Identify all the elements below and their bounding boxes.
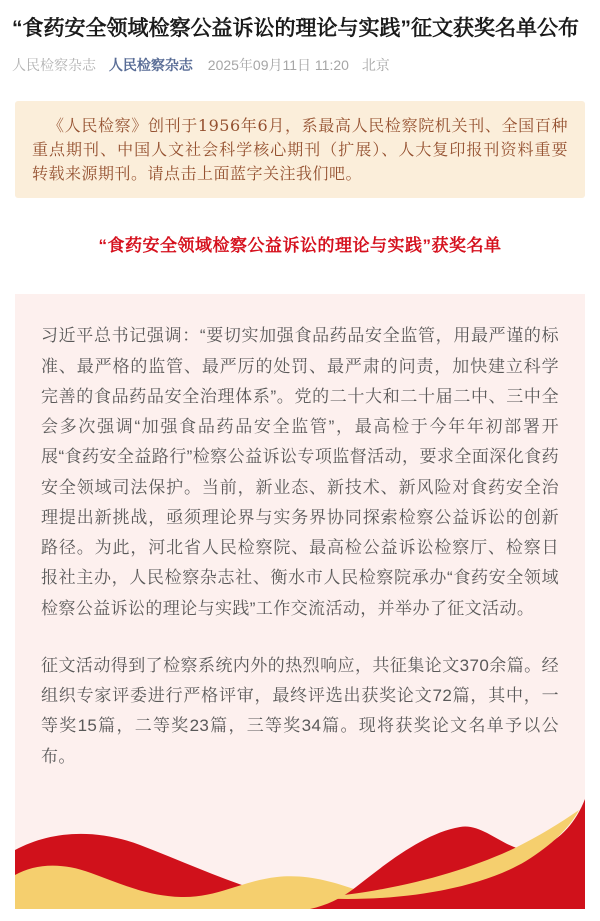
award-list-heading: “食药安全领域检察公益诉讼的理论与实践”获奖名单 bbox=[98, 236, 502, 256]
red-gold-wave-icon bbox=[15, 797, 585, 909]
article-paragraph: 习近平总书记强调：“要切实加强食品药品安全监管，用最严谨的标准、最严格的监管、最严厉的处罚、最严肃的问责，加快建立科学完善的食品药品安全治理体系”。党的二十大和二十届二中、三中全会多次强调“加强食品药品安全监管”，最高检于今年年初部署开展“食药安全益路行”检察公益诉讼专项监督活动，要求全面深化食药安全领域司法保护。当前，新业态、新技术、新风险对食药安全治理提出新挑战，亟须理论界与实务界协同探索检察公益诉讼的创新路径。为此，河北省人民检察院、最高检公益诉讼检察厅、检察日报社主办，人民检察杂志社、衡水市人民检察院承办“食药安全领域检察公益诉讼的理论与实践”工作交流活动，并举办了征文活动。 bbox=[41, 326, 559, 618]
byline bbox=[12, 55, 588, 75]
journal-intro-box bbox=[15, 101, 585, 198]
publish-date: 2025年09月11日 11:20 bbox=[207, 57, 349, 74]
journal-intro-text: 《人民检察》创刊于1956年6月，系最高人民检察院机关刊、全国百种重点期刊、中国人文社会科学核心期刊（扩展）、人大复印报刊资料重要转载来源期刊。请点击上面蓝字关注我们吧。 bbox=[32, 116, 568, 183]
wave-decoration bbox=[15, 797, 585, 909]
page-title: “食药安全领域检察公益诉讼的理论与实践”征文获奖名单公布 bbox=[12, 17, 579, 40]
wave-red-right bbox=[310, 799, 585, 909]
author-name: 人民检察杂志 bbox=[12, 57, 96, 74]
article-paragraph: 征文活动得到了检察系统内外的热烈响应，共征集论文370余篇。经组织专家评委进行严格评审，最终评选出获奖论文72篇，其中，一等奖15篇，二等奖23篇，三等奖34篇。现将获奖论文名单予以公布。 bbox=[41, 655, 559, 766]
article-body-box bbox=[15, 294, 585, 909]
publish-location: 北京 bbox=[361, 57, 390, 74]
official-account-link[interactable]: 人民检察杂志 bbox=[108, 57, 193, 74]
